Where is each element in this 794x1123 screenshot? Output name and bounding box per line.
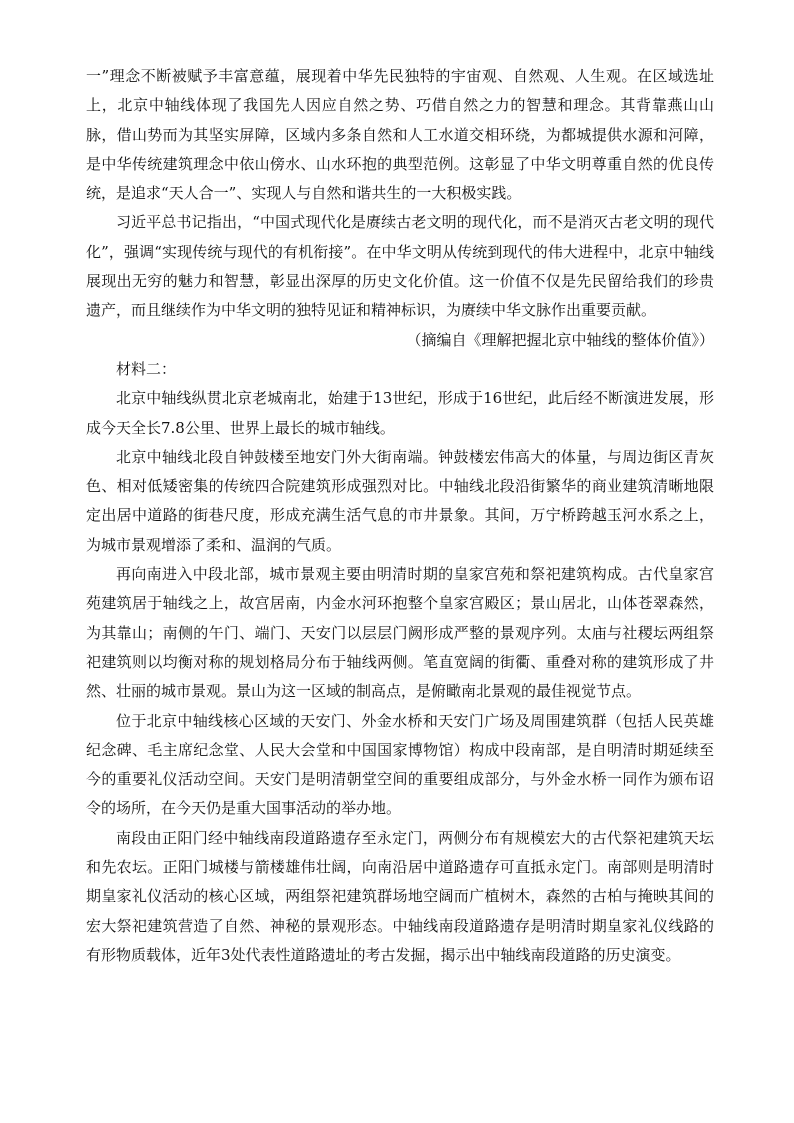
material1-paragraph-2: 习近平总书记指出，“中国式现代化是赓续古老文明的现代化，而不是消灭古老文明的现代化”，强调“实现传统与现代的有机衔接”。在中华文明从传统到现代的伟大进程中，北京中轴线展现出无穷的魅力和智慧，彰显出深厚的历史文化价值。这一价值不仅是先民留给我们的珍贵遗产，而且继续作为中华文明的独特见证和精神标识，为赓续中华文脉作出重要贡献。 <box>86 213 714 320</box>
material2-paragraph-1: 北京中轴线纵贯北京老城南北，始建于13世纪，形成于16世纪，此后经不断演进发展，形成今天全长7.8公里、世界上最长的城市轴线。 <box>86 389 714 437</box>
material2-label: 材料二： <box>116 359 177 378</box>
material1-paragraph-1: 一”理念不断被赋予丰富意蕴，展现着中华先民独特的宇宙观、自然观、人生观。在区域选址上，北京中轴线体现了我国先人因应自然之势、巧借自然之力的智慧和理念。其背靠燕山山脉，借山势而为其坚实屏障，区域内多条自然和人工水道交相环绕，为都城提供水源和河障，是中华传统建筑理念中依山傍水、山水环抱的典型范例。这彰显了中华文明尊重自然的优良传统，是追求“天人合一”、实现人与自然和谐共生的一大积极实践。 <box>86 67 714 203</box>
material2-paragraph-5: 南段由正阳门经中轴线南段道路遗存至永定门，两侧分布有规模宏大的古代祭祀建筑天坛和先农坛。正阳门城楼与箭楼雄伟壮阔，向南沿居中道路遗存可直抵永定门。南部则是明清时期皇家礼仪活动的核心区域，两组祭祀建筑群场地空阔而广植树木，森然的古柏与掩映其间的宏大祭祀建筑营造了自然、神秘的景观形态。中轴线南段道路遗存是明清时期皇家礼仪线路的有形物质载体，近年3处代表性道路遗址的考古发掘，揭示出中轴线南段道路的历史演变。 <box>86 828 714 964</box>
material2-paragraph-3: 再向南进入中段北部，城市景观主要由明清时期的皇家宫苑和祭祀建筑构成。古代皇家宫苑建筑居于轴线之上，故宫居南，内金水河环抱整个皇家宫殿区；景山居北，山体苍翠森然，为其靠山；南侧的午门、端门、天安门以层层门阙形成严整的景观序列。太庙与社稷坛两组祭祀建筑则以均衡对称的规划格局分布于轴线两侧。笔直宽阔的街衢、重叠对称的建筑形成了井然、壮丽的城市景观。景山为这一区域的制高点，是俯瞰南北景观的最佳视觉节点。 <box>86 565 714 701</box>
material2-paragraph-4: 位于北京中轴线核心区域的天安门、外金水桥和天安门广场及周围建筑群（包括人民英雄纪念碑、毛主席纪念堂、人民大会堂和中国国家博物馆）构成中段南部，是自明清时期延续至今的重要礼仪活动空间。天安门是明清朝堂空间的重要组成部分，与外金水桥一同作为颁布诏令的场所，在今天仍是重大国事活动的举办地。 <box>86 711 714 818</box>
material1-source: （摘编自《理解把握北京中轴线的整体价值》） <box>406 330 714 349</box>
material2-paragraph-2: 北京中轴线北段自钟鼓楼至地安门外大街南端。钟鼓楼宏伟高大的体量，与周边街区青灰色、相对低矮密集的传统四合院建筑形成强烈对比。中轴线北段沿街繁华的商业建筑清晰地限定出居中道路的街巷尺度，形成充满生活气息的市井景象。其间，万宁桥跨越玉河水系之上，为城市景观增添了柔和、温润的气质。 <box>86 447 714 554</box>
document-page <box>86 62 714 970</box>
